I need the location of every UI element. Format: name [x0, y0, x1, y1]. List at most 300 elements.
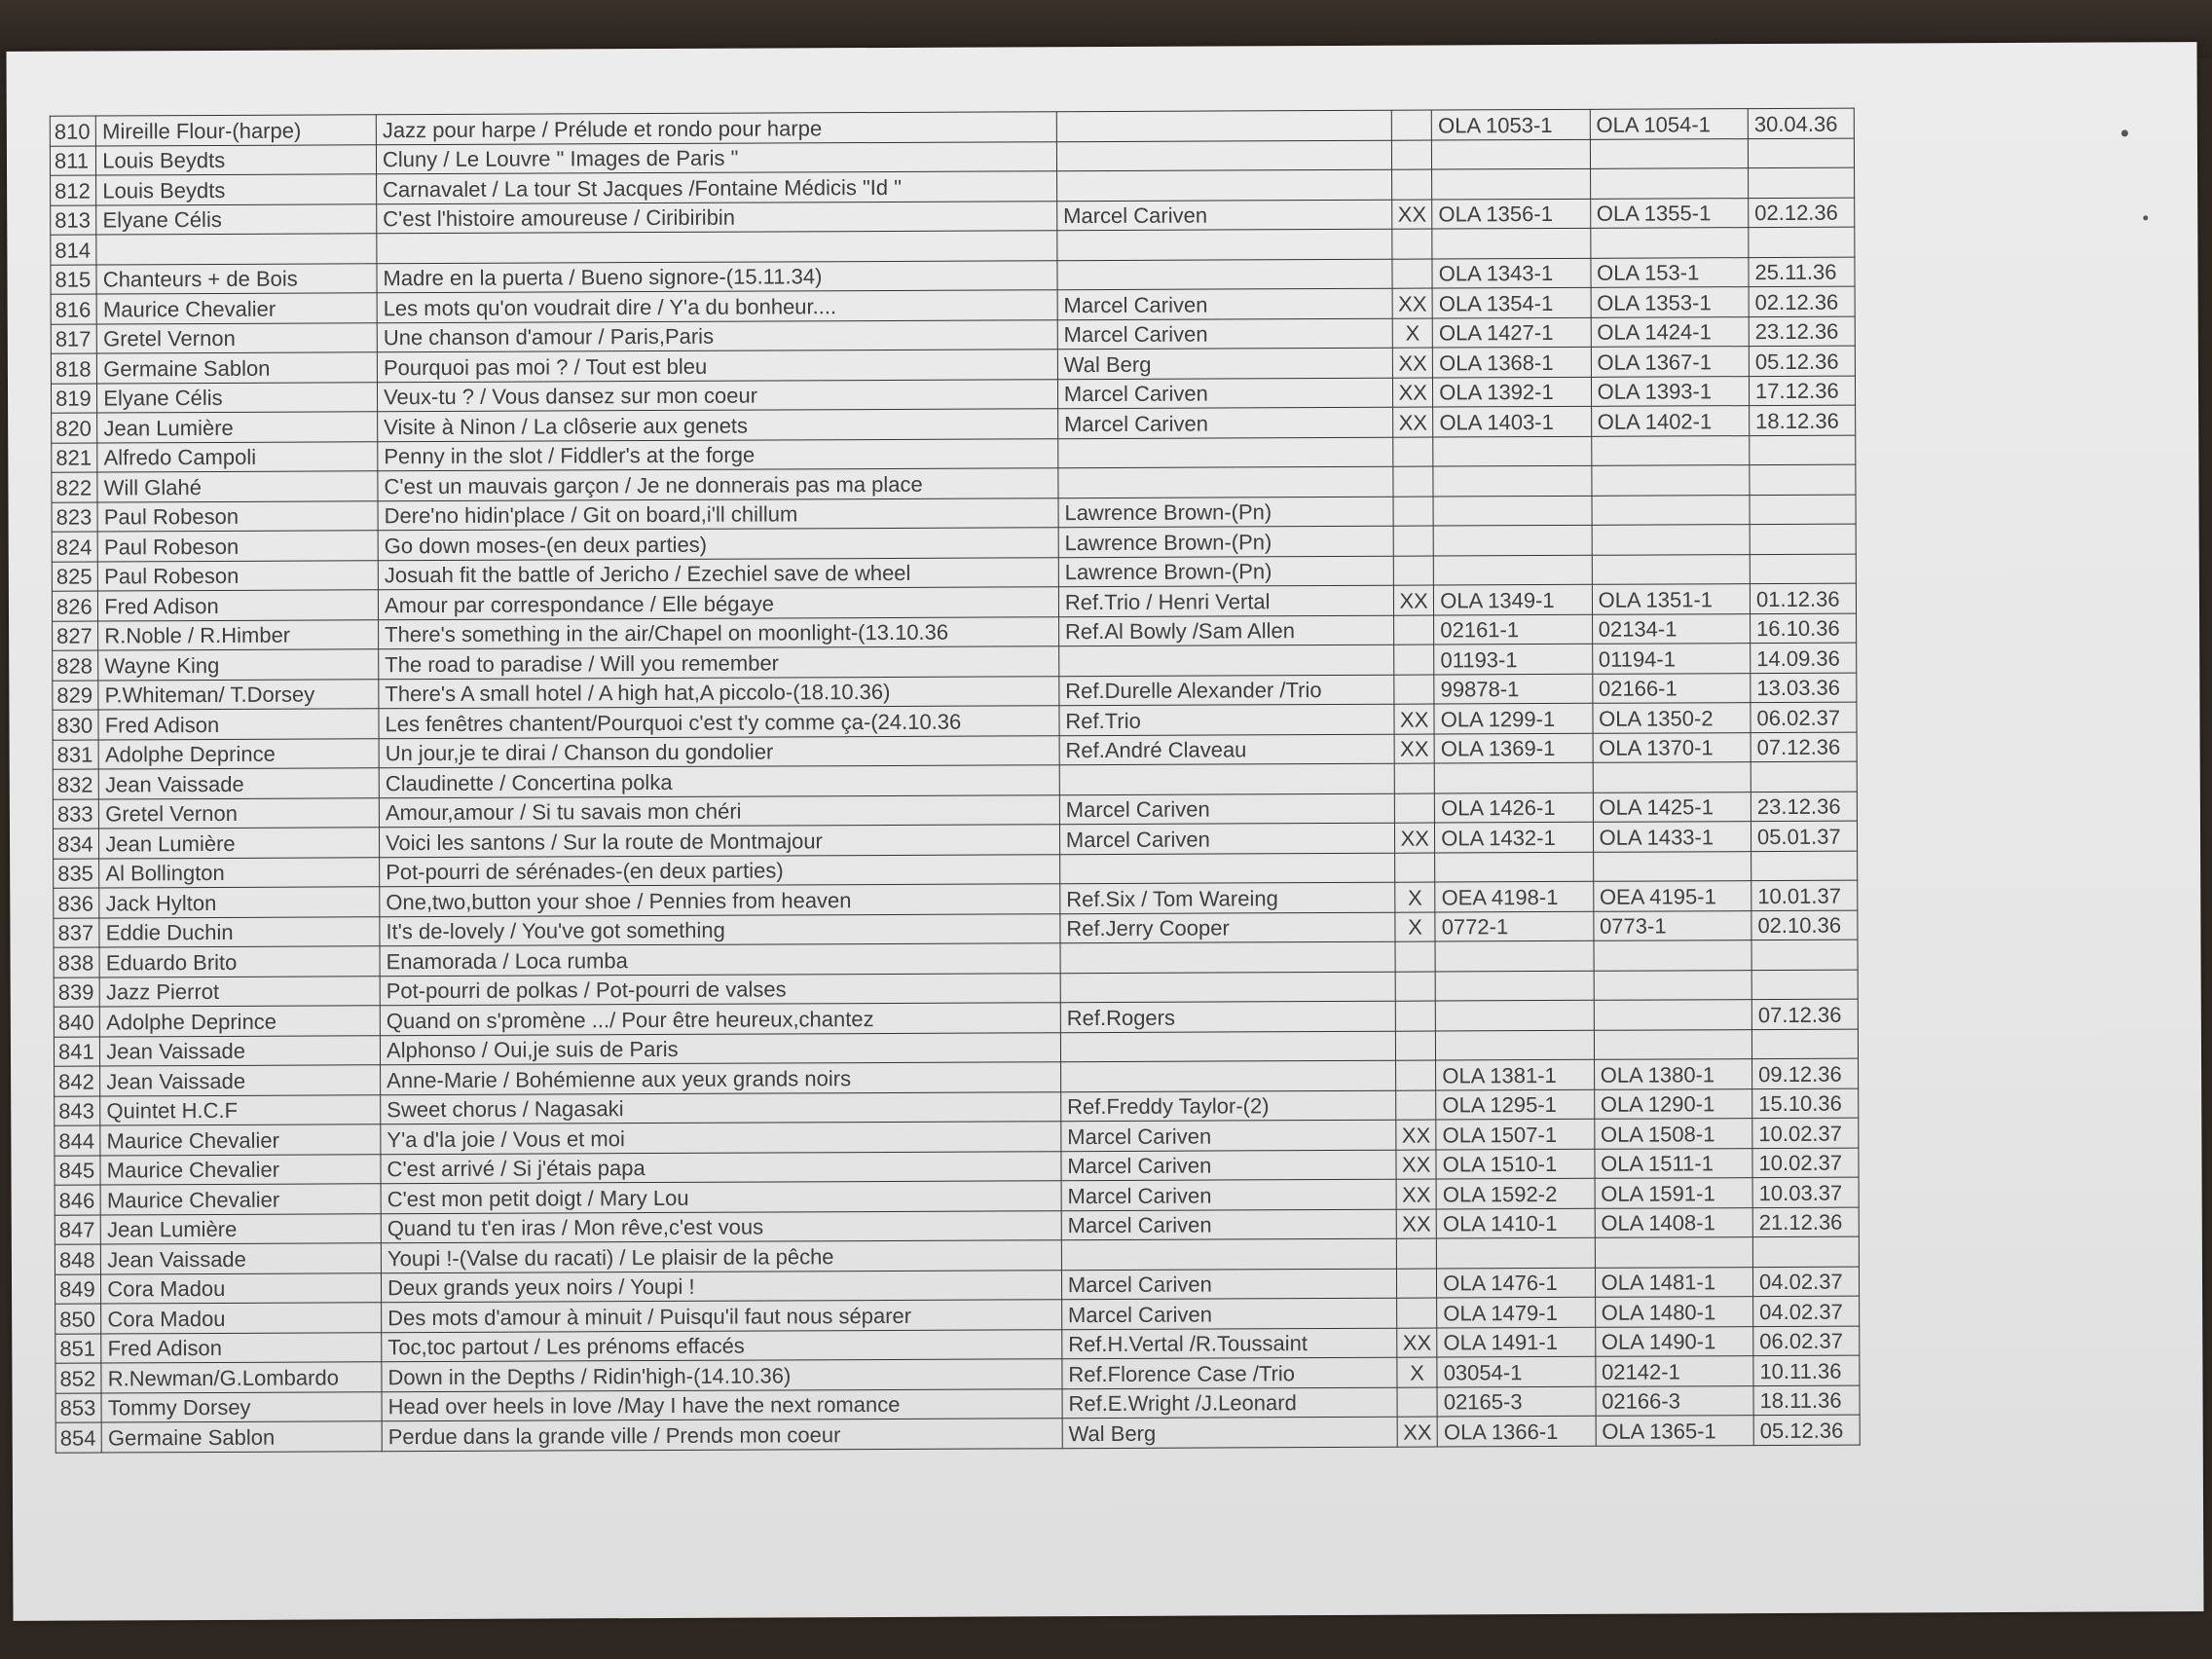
recording-date-cell: 07.12.36 [1751, 999, 1858, 1029]
matrix-a-cell [1435, 940, 1594, 971]
accompaniment-cell: Ref.Al Bowly /Sam Allen [1058, 615, 1393, 646]
recording-date-cell: 14.09.36 [1751, 643, 1857, 673]
artist-cell: Gretel Vernon [96, 322, 377, 353]
matrix-a-cell: OLA 1299-1 [1434, 703, 1593, 733]
accompaniment-cell [1061, 1238, 1396, 1270]
marking-cell: XX [1393, 378, 1433, 408]
artist-cell: Al Bollington [99, 857, 380, 888]
catalog-number-cell: 831 [53, 740, 98, 770]
recording-date-cell: 02.12.36 [1749, 286, 1855, 316]
titles-cell: Penny in the slot / Fiddler's at the forge [378, 438, 1058, 471]
matrix-a-cell: OLA 1356-1 [1432, 199, 1591, 229]
titles-cell: Amour par correspondance / Elle bégaye [378, 587, 1058, 620]
marking-cell: XX [1394, 704, 1434, 734]
titles-cell: Josuah fit the battle of Jericho / Ezechiel save de wheel [378, 557, 1058, 590]
marking-cell: XX [1396, 1120, 1436, 1150]
matrix-a-cell: 01193-1 [1434, 644, 1593, 674]
artist-cell: Eddie Duchin [99, 916, 380, 947]
matrix-b-cell: OLA 1402-1 [1591, 406, 1750, 436]
artist-cell: R.Newman/G.Lombardo [101, 1362, 382, 1393]
artist-cell [96, 234, 377, 265]
matrix-b-cell: OLA 1054-1 [1590, 109, 1749, 139]
marking-cell [1394, 793, 1434, 824]
titles-cell: Carnavalet / La tour St Jacques /Fontaine Médicis "Id " [377, 171, 1057, 204]
record-catalog-table [50, 108, 1861, 1454]
marking-cell: XX [1392, 288, 1432, 318]
matrix-a-cell: 02161-1 [1434, 614, 1593, 645]
titles-cell: Pot-pourri de polkas / Pot-pourri de valses [380, 973, 1060, 1006]
matrix-b-cell: OLA 1367-1 [1591, 347, 1750, 377]
recording-date-cell [1748, 138, 1854, 168]
marking-cell [1393, 437, 1433, 467]
catalog-number-cell: 814 [51, 235, 96, 265]
artist-cell: Tommy Dorsey [101, 1391, 382, 1422]
matrix-b-cell: OLA 1424-1 [1591, 316, 1750, 347]
catalog-number-cell: 850 [55, 1304, 101, 1334]
titles-cell: Alphonso / Oui,je suis de Paris [380, 1032, 1060, 1065]
titles-cell: C'est mon petit doigt / Mary Lou [381, 1181, 1061, 1214]
marking-cell: XX [1394, 585, 1434, 615]
marking-cell [1394, 615, 1434, 645]
accompaniment-cell: Wal Berg [1062, 1417, 1397, 1448]
titles-cell: Y'a d'la joie / Vous et moi [381, 1122, 1061, 1155]
artist-cell: Maurice Chevalier [96, 293, 377, 324]
matrix-b-cell: OLA 1290-1 [1594, 1088, 1752, 1119]
matrix-b-cell: OLA 1508-1 [1594, 1119, 1752, 1149]
matrix-a-cell: OLA 1368-1 [1433, 347, 1592, 377]
matrix-a-cell: OLA 1432-1 [1435, 822, 1594, 852]
catalog-number-cell: 835 [54, 859, 99, 889]
titles-cell: C'est l'histoire amoureuse / Ciribiribin [377, 201, 1057, 234]
recording-date-cell: 05.01.37 [1751, 821, 1857, 851]
matrix-a-cell: OLA 1427-1 [1432, 317, 1591, 348]
titles-cell: Les fenêtres chantent/Pourquoi c'est t'y comme ça-(24.10.36 [379, 706, 1059, 739]
catalog-number-cell: 854 [55, 1422, 101, 1453]
marking-cell [1395, 941, 1435, 972]
artist-cell: Elyane Célis [97, 382, 378, 413]
titles-cell: Anne-Marie / Bohémienne aux yeux grands noirs [381, 1062, 1061, 1095]
marking-cell: X [1392, 318, 1432, 349]
accompaniment-cell: Marcel Cariven [1061, 1298, 1396, 1329]
catalog-number-cell: 821 [52, 443, 97, 473]
matrix-b-cell [1593, 762, 1751, 793]
paper-mark [2143, 215, 2148, 220]
titles-cell: Sweet chorus / Nagasaki [381, 1091, 1061, 1124]
catalog-number-cell: 851 [55, 1334, 101, 1364]
titles-cell: Un jour,je te dirai / Chanson du gondolier [379, 735, 1059, 768]
marking-cell: X [1397, 1357, 1437, 1387]
matrix-a-cell: OLA 1369-1 [1434, 733, 1593, 763]
artist-cell: Cora Madou [101, 1303, 382, 1334]
catalog-number-cell: 813 [51, 205, 96, 236]
artist-cell: P.Whiteman/ T.Dorsey [98, 679, 379, 710]
catalog-number-cell: 820 [52, 413, 97, 443]
marking-cell [1397, 1298, 1437, 1328]
marking-cell [1392, 229, 1432, 259]
matrix-a-cell [1434, 555, 1593, 585]
matrix-b-cell [1595, 1237, 1753, 1268]
marking-cell [1396, 1090, 1436, 1121]
artist-cell: Elyane Célis [96, 203, 377, 235]
artist-cell: Jazz Pierrot [99, 976, 380, 1007]
marking-cell [1393, 556, 1433, 586]
artist-cell: Fred Adison [101, 1332, 382, 1363]
catalog-number-cell: 817 [51, 324, 96, 354]
matrix-a-cell: OEA 4198-1 [1435, 881, 1594, 911]
accompaniment-cell [1060, 1031, 1395, 1062]
matrix-a-cell: OLA 1295-1 [1436, 1089, 1595, 1120]
matrix-a-cell: OLA 1510-1 [1436, 1149, 1595, 1179]
recording-date-cell: 13.03.36 [1751, 673, 1857, 703]
artist-cell: Maurice Chevalier [100, 1154, 381, 1185]
matrix-b-cell: 01194-1 [1592, 644, 1751, 674]
titles-cell: Go down moses-(en deux parties) [378, 528, 1058, 561]
matrix-b-cell: OLA 1393-1 [1591, 376, 1750, 406]
catalog-number-cell: 832 [53, 769, 98, 799]
matrix-b-cell: 02134-1 [1592, 613, 1751, 644]
titles-cell: Youpi !-(Valse du racati) / Le plaisir de la pêche [381, 1240, 1061, 1273]
catalog-number-cell: 853 [55, 1393, 101, 1423]
titles-cell: It's de-lovely / You've got something [380, 913, 1060, 946]
titles-cell: Madre en la puerta / Bueno signore-(15.11.34) [377, 260, 1057, 293]
recording-date-cell [1750, 554, 1856, 584]
matrix-b-cell: 02142-1 [1595, 1356, 1753, 1386]
titles-cell: Pourquoi pas moi ? / Tout est bleu [377, 350, 1057, 383]
catalog-number-cell: 845 [55, 1156, 100, 1186]
matrix-a-cell: OLA 1426-1 [1435, 793, 1594, 823]
marking-cell: XX [1396, 1150, 1436, 1180]
matrix-b-cell: 02166-3 [1596, 1385, 1754, 1416]
catalog-number-cell: 839 [54, 977, 99, 1008]
matrix-b-cell [1592, 525, 1751, 555]
accompaniment-cell [1057, 229, 1392, 260]
recording-date-cell: 23.12.36 [1749, 316, 1855, 347]
titles-cell: Pot-pourri de sérénades-(en deux parties) [380, 854, 1060, 887]
matrix-a-cell: 03054-1 [1437, 1356, 1596, 1386]
matrix-b-cell: OLA 153-1 [1591, 257, 1750, 287]
marking-cell [1396, 1238, 1436, 1269]
recording-date-cell: 16.10.36 [1751, 613, 1857, 644]
recording-date-cell: 15.10.36 [1752, 1088, 1859, 1119]
matrix-a-cell: 02165-3 [1437, 1386, 1596, 1417]
artist-cell: Adolphe Deprince [98, 738, 379, 769]
artist-cell: Germaine Sablon [97, 352, 378, 384]
catalog-number-cell: 844 [55, 1125, 100, 1156]
recording-date-cell [1749, 227, 1855, 257]
recording-date-cell: 10.11.36 [1753, 1355, 1860, 1385]
recording-date-cell: 10.03.37 [1752, 1177, 1859, 1207]
matrix-b-cell: 0773-1 [1593, 910, 1751, 940]
accompaniment-cell [1058, 466, 1393, 498]
matrix-a-cell [1433, 436, 1592, 466]
matrix-a-cell: OLA 1366-1 [1437, 1416, 1596, 1446]
matrix-a-cell [1436, 1030, 1595, 1060]
titles-cell: Jazz pour harpe / Prélude et rondo pour harpe [376, 112, 1056, 145]
matrix-b-cell: OLA 1480-1 [1595, 1297, 1753, 1327]
matrix-b-cell: OLA 1365-1 [1596, 1416, 1754, 1446]
accompaniment-cell: Ref.Freddy Taylor-(2) [1061, 1090, 1396, 1122]
recording-date-cell [1751, 761, 1857, 792]
titles-cell: Dere'no hidin'place / Git on board,i'll chillum [378, 498, 1058, 531]
artist-cell: Wayne King [98, 649, 379, 681]
recording-date-cell: 09.12.36 [1752, 1058, 1859, 1088]
marking-cell: XX [1397, 1417, 1437, 1447]
accompaniment-cell: Marcel Cariven [1057, 378, 1392, 409]
marking-cell [1395, 1001, 1435, 1031]
artist-cell: Will Glahé [97, 471, 378, 502]
accompaniment-cell: Marcel Cariven [1059, 823, 1394, 854]
accompaniment-cell: Ref.E.Wright /J.Leonard [1062, 1387, 1397, 1419]
accompaniment-cell: Ref.Durelle Alexander /Trio [1059, 675, 1394, 706]
matrix-a-cell: 99878-1 [1434, 674, 1593, 704]
accompaniment-cell: Lawrence Brown-(Pn) [1058, 526, 1393, 557]
titles-cell: Deux grands yeux noirs / Youpi ! [381, 1270, 1061, 1303]
catalog-number-cell: 828 [53, 650, 98, 681]
titles-cell: Visite à Ninon / La clôserie aux genets [378, 409, 1058, 442]
recording-date-cell [1752, 1236, 1859, 1267]
matrix-a-cell: OLA 1592-2 [1436, 1178, 1595, 1208]
catalog-number-cell: 840 [54, 1007, 99, 1037]
marking-cell [1394, 675, 1434, 705]
catalog-number-cell: 830 [53, 710, 98, 740]
matrix-a-cell: OLA 1343-1 [1432, 258, 1591, 288]
recording-date-cell: 05.12.36 [1749, 346, 1855, 376]
marking-cell: XX [1395, 823, 1435, 853]
accompaniment-cell: Ref.Trio [1059, 704, 1394, 735]
artist-cell: R.Noble / R.Himber [98, 619, 379, 650]
matrix-b-cell: OLA 1353-1 [1591, 287, 1750, 317]
matrix-b-cell [1594, 940, 1752, 971]
accompaniment-cell: Lawrence Brown-(Pn) [1058, 556, 1393, 587]
matrix-b-cell [1592, 495, 1751, 525]
matrix-b-cell: OLA 1355-1 [1590, 198, 1749, 228]
catalog-number-cell: 823 [52, 502, 97, 533]
matrix-a-cell [1433, 496, 1592, 526]
artist-cell: Jean Lumière [99, 828, 380, 859]
titles-cell: Voici les santons / Sur la route de Montmajour [379, 825, 1059, 858]
matrix-b-cell: OEA 4195-1 [1593, 881, 1751, 911]
marking-cell [1392, 259, 1432, 289]
accompaniment-cell: Marcel Cariven [1061, 1269, 1396, 1300]
paper-sheet [6, 42, 2203, 1621]
matrix-a-cell [1435, 971, 1594, 1001]
matrix-b-cell: OLA 1425-1 [1593, 792, 1751, 822]
paper-mark [2121, 129, 2128, 136]
catalog-number-cell: 825 [52, 562, 97, 592]
matrix-b-cell: OLA 1350-2 [1593, 703, 1751, 733]
accompaniment-cell: Marcel Cariven [1061, 1150, 1396, 1181]
titles-cell: Cluny / Le Louvre " Images de Paris " [376, 141, 1056, 174]
artist-cell: Paul Robeson [97, 531, 378, 562]
recording-date-cell [1751, 851, 1858, 881]
artist-cell: Cora Madou [101, 1272, 382, 1304]
catalog-number-cell: 815 [51, 265, 96, 295]
matrix-a-cell: OLA 1491-1 [1437, 1327, 1596, 1357]
recording-date-cell: 05.12.36 [1753, 1415, 1860, 1445]
artist-cell: Jean Vaissade [100, 1035, 381, 1066]
catalog-number-cell: 848 [55, 1244, 100, 1274]
matrix-a-cell: OLA 1403-1 [1433, 406, 1592, 436]
matrix-b-cell: OLA 1351-1 [1592, 584, 1751, 614]
marking-cell: X [1395, 882, 1435, 912]
marking-cell: XX [1394, 734, 1434, 764]
catalog-number-cell: 827 [53, 621, 98, 651]
titles-cell: There's something in the air/Chapel on moonlight-(13.10.36 [379, 616, 1059, 649]
artist-cell: Eduardo Brito [99, 946, 380, 977]
artist-cell: Chanteurs + de Bois [96, 263, 377, 294]
matrix-b-cell: OLA 1380-1 [1594, 1059, 1752, 1089]
matrix-a-cell [1433, 465, 1592, 496]
artist-cell: Jean Vaissade [98, 768, 379, 799]
titles-cell: Head over heels in love /May I have the next romance [382, 1388, 1062, 1421]
artist-cell: Jean Lumière [97, 412, 378, 443]
matrix-a-cell [1432, 139, 1591, 169]
recording-date-cell [1751, 940, 1858, 970]
catalog-number-cell: 826 [52, 591, 97, 621]
matrix-a-cell: OLA 1381-1 [1436, 1059, 1595, 1089]
titles-cell: Des mots d'amour à minuit / Puisqu'il faut nous séparer [382, 1300, 1062, 1333]
accompaniment-cell: Marcel Cariven [1059, 793, 1394, 825]
titles-cell: Les mots qu'on voudrait dire / Y'a du bonheur.... [377, 290, 1057, 323]
catalog-number-cell: 842 [55, 1066, 100, 1096]
titles-cell: Down in the Depths / Ridin'high-(14.10.36) [382, 1359, 1062, 1392]
matrix-b-cell [1594, 1029, 1752, 1059]
catalog-number-cell: 846 [55, 1185, 100, 1215]
recording-date-cell: 01.12.36 [1750, 583, 1856, 613]
accompaniment-cell [1060, 1060, 1395, 1091]
matrix-a-cell: OLA 1053-1 [1432, 109, 1591, 139]
artist-cell: Germaine Sablon [101, 1421, 382, 1453]
recording-date-cell: 18.11.36 [1753, 1385, 1860, 1416]
titles-cell: Claudinette / Concertina polka [379, 765, 1059, 798]
catalog-number-cell: 812 [51, 175, 96, 205]
titles-cell: Toc,toc partout / Les prénoms effacés [382, 1329, 1062, 1362]
matrix-a-cell: OLA 1354-1 [1432, 287, 1591, 317]
marking-cell: XX [1397, 1328, 1437, 1358]
titles-cell: C'est un mauvais garçon / Je ne donnerais pas ma place [378, 468, 1058, 501]
matrix-a-cell [1434, 762, 1593, 793]
recording-date-cell: 07.12.36 [1751, 732, 1857, 762]
catalog-number-cell: 834 [53, 829, 98, 859]
catalog-rows [50, 108, 1860, 1453]
accompaniment-cell: Marcel Cariven [1057, 318, 1392, 350]
artist-cell: Fred Adison [98, 590, 379, 621]
recording-date-cell: 17.12.36 [1749, 376, 1855, 406]
marking-cell [1397, 1269, 1437, 1299]
accompaniment-cell: Ref.André Claveau [1059, 734, 1394, 765]
catalog-number-cell: 824 [52, 532, 97, 562]
matrix-b-cell: OLA 1433-1 [1593, 822, 1751, 852]
matrix-b-cell [1590, 138, 1749, 168]
artist-cell: Paul Robeson [98, 560, 379, 591]
catalog-number-cell: 841 [54, 1037, 99, 1067]
artist-cell: Jack Hylton [99, 887, 380, 918]
recording-date-cell: 06.02.37 [1753, 1326, 1860, 1356]
matrix-b-cell [1590, 228, 1749, 258]
accompaniment-cell [1060, 941, 1395, 973]
marking-cell [1396, 1031, 1436, 1061]
matrix-b-cell: OLA 1511-1 [1595, 1148, 1753, 1178]
artist-cell: Jean Lumière [100, 1213, 381, 1244]
artist-cell: Jean Vaissade [100, 1065, 381, 1096]
titles-cell: One,two,button your shoe / Pennies from heaven [380, 884, 1060, 917]
matrix-a-cell [1432, 228, 1591, 258]
accompaniment-cell [1059, 853, 1394, 884]
marking-cell: XX [1392, 348, 1432, 378]
artist-cell: Maurice Chevalier [100, 1184, 381, 1215]
recording-date-cell [1750, 435, 1856, 465]
catalog-number-cell: 829 [53, 681, 98, 711]
marking-cell [1392, 169, 1432, 200]
catalog-number-cell: 833 [53, 799, 98, 830]
accompaniment-cell [1059, 763, 1394, 794]
catalog-number-cell: 837 [54, 918, 99, 948]
recording-date-cell: 06.02.37 [1751, 702, 1857, 732]
marking-cell: XX [1392, 200, 1432, 230]
matrix-b-cell: OLA 1591-1 [1595, 1178, 1753, 1208]
titles-cell: Veux-tu ? / Vous dansez sur mon coeur [377, 379, 1057, 412]
artist-cell: Paul Robeson [97, 500, 378, 532]
accompaniment-cell: Ref.Rogers [1060, 1001, 1395, 1032]
titles-cell: Quand tu t'en iras / Mon rêve,c'est vous [381, 1210, 1061, 1243]
matrix-b-cell: OLA 1370-1 [1593, 732, 1751, 762]
matrix-a-cell: OLA 1349-1 [1434, 584, 1593, 614]
matrix-b-cell [1592, 554, 1751, 584]
marking-cell [1397, 1387, 1437, 1418]
accompaniment-cell: Marcel Cariven [1057, 407, 1392, 438]
marking-cell [1391, 110, 1431, 140]
accompaniment-cell [1060, 972, 1395, 1003]
catalog-number-cell: 836 [54, 888, 99, 918]
artist-cell: Fred Adison [98, 709, 379, 740]
titles-cell [377, 231, 1057, 264]
marking-cell [1394, 763, 1434, 793]
marking-cell [1395, 972, 1435, 1002]
matrix-b-cell [1593, 851, 1751, 881]
artist-cell: Jean Vaissade [101, 1243, 382, 1274]
recording-date-cell: 10.02.37 [1752, 1118, 1859, 1148]
matrix-b-cell [1591, 465, 1750, 496]
matrix-a-cell [1435, 852, 1594, 882]
recording-date-cell: 18.12.36 [1750, 405, 1856, 435]
matrix-b-cell: OLA 1481-1 [1595, 1267, 1753, 1297]
recording-date-cell [1750, 495, 1856, 525]
accompaniment-cell [1056, 169, 1391, 201]
recording-date-cell: 10.02.37 [1752, 1148, 1859, 1178]
matrix-a-cell: OLA 1392-1 [1433, 377, 1592, 407]
catalog-number-cell: 819 [51, 384, 96, 414]
catalog-number-cell: 818 [51, 353, 96, 384]
matrix-a-cell [1433, 525, 1592, 555]
marking-cell: XX [1396, 1209, 1436, 1239]
matrix-a-cell: 0772-1 [1435, 911, 1594, 941]
marking-cell [1396, 1060, 1436, 1090]
recording-date-cell: 04.02.37 [1752, 1267, 1859, 1297]
matrix-b-cell: OLA 1490-1 [1595, 1326, 1753, 1356]
titles-cell: C'est arrivé / Si j'étais papa [381, 1151, 1061, 1184]
marking-cell [1395, 853, 1435, 883]
recording-date-cell: 23.12.36 [1751, 792, 1857, 822]
titles-cell: Perdue dans la grande ville / Prends mon coeur [382, 1419, 1062, 1452]
matrix-b-cell: OLA 1408-1 [1595, 1207, 1753, 1237]
recording-date-cell: 21.12.36 [1752, 1207, 1859, 1237]
artist-cell: Louis Beydts [96, 174, 377, 205]
catalog-number-cell: 849 [55, 1274, 100, 1305]
accompaniment-cell: Marcel Cariven [1061, 1120, 1396, 1151]
accompaniment-cell: Ref.Jerry Cooper [1060, 912, 1395, 943]
titles-cell: Enamorada / Loca rumba [380, 943, 1060, 977]
catalog-number-cell: 811 [50, 146, 95, 176]
